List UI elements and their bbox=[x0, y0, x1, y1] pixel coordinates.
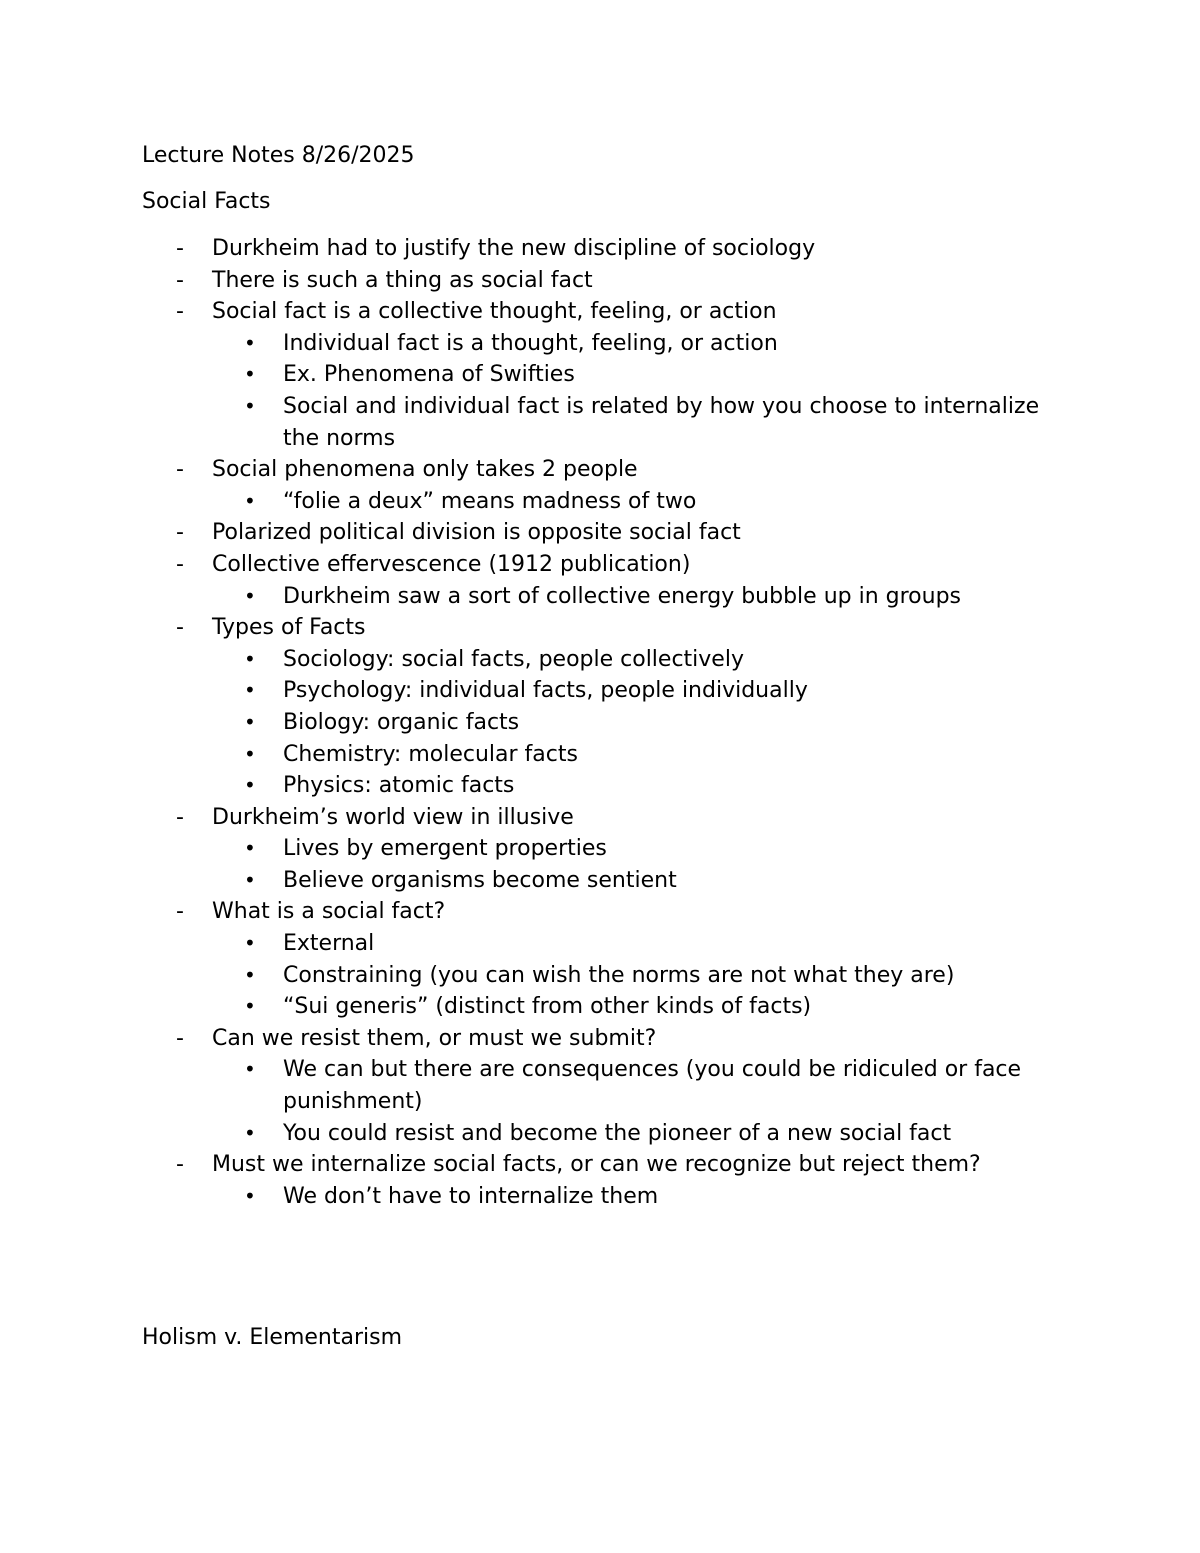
round-bullet: • bbox=[244, 1057, 256, 1082]
list-item-text: There is such a thing as social fact bbox=[212, 267, 593, 293]
list-item-text: Polarized political division is opposite social fact bbox=[212, 520, 741, 546]
sub-list-item-text: Sociology: social facts, people collectively bbox=[283, 646, 744, 672]
sub-list-item-text: Believe organisms become sentient bbox=[283, 867, 677, 893]
dash-bullet: - bbox=[176, 804, 184, 830]
round-bullet: • bbox=[244, 836, 256, 861]
list-item bbox=[0, 296, 1112, 328]
dash-bullet: - bbox=[176, 299, 184, 325]
list-item-text: Must we internalize social facts, or can we recognize but reject them? bbox=[212, 1152, 981, 1178]
list-item-text: Can we resist them, or must we submit? bbox=[212, 1025, 657, 1051]
list-item bbox=[0, 1023, 1112, 1055]
dash-bullet: - bbox=[176, 267, 184, 293]
sub-list-item-text: Social and individual fact is related by how you choose to internalize the norms bbox=[283, 393, 1040, 451]
list-item-text: Types of Facts bbox=[212, 615, 366, 641]
list-item bbox=[0, 612, 1112, 644]
round-bullet: • bbox=[244, 931, 256, 956]
list-item-text: Social fact is a collective thought, feeling, or action bbox=[212, 299, 777, 325]
list-item-text: What is a social fact? bbox=[212, 899, 446, 925]
sub-list-item-text: “folie a deux” means madness of two bbox=[283, 488, 697, 514]
dash-bullet: - bbox=[176, 520, 184, 546]
social-facts-list bbox=[0, 233, 1200, 1212]
dash-bullet: - bbox=[176, 457, 184, 483]
round-bullet: • bbox=[244, 1183, 256, 1208]
round-bullet: • bbox=[244, 583, 256, 608]
round-bullet: • bbox=[244, 994, 256, 1019]
list-item-text: Social phenomena only takes 2 people bbox=[212, 457, 638, 483]
dash-bullet: - bbox=[176, 615, 184, 641]
sub-list-item bbox=[0, 707, 1043, 739]
sub-list-item bbox=[0, 581, 1043, 613]
sub-list-item bbox=[0, 1054, 1043, 1117]
sub-list-item bbox=[0, 675, 1043, 707]
sub-list-item-text: Lives by emergent properties bbox=[283, 836, 607, 862]
list-item bbox=[0, 896, 1112, 928]
dash-bullet: - bbox=[176, 1152, 184, 1178]
sub-list-item bbox=[0, 486, 1043, 518]
round-bullet: • bbox=[244, 1120, 256, 1145]
sub-list-item bbox=[0, 833, 1043, 865]
dash-bullet: - bbox=[176, 236, 184, 261]
sub-list-item-text: We can but there are consequences (you could be ridiculed or face punishment) bbox=[283, 1057, 1022, 1115]
round-bullet: • bbox=[244, 962, 256, 987]
round-bullet: • bbox=[244, 488, 256, 513]
round-bullet: • bbox=[244, 330, 256, 355]
sub-list-item-text: We don’t have to internalize them bbox=[283, 1183, 659, 1209]
sub-list-item bbox=[0, 770, 1043, 802]
sub-list-item bbox=[0, 644, 1043, 676]
sub-list-item bbox=[0, 865, 1043, 897]
list-item bbox=[0, 265, 1112, 297]
round-bullet: • bbox=[244, 773, 256, 798]
sub-list-item bbox=[0, 1181, 1043, 1213]
list-item-text: Durkheim had to justify the new discipline of sociology bbox=[212, 236, 816, 261]
sub-list-item-text: Ex. Phenomena of Swifties bbox=[283, 362, 575, 388]
sub-list-item bbox=[0, 960, 1043, 992]
sub-list-item bbox=[0, 991, 1043, 1023]
section-heading-social-facts: Social Facts bbox=[142, 189, 271, 214]
list-item-text: Collective effervescence (1912 publication) bbox=[212, 551, 691, 577]
sub-list-item-text: Chemistry: molecular facts bbox=[283, 741, 578, 767]
sub-list-item-text: Constraining (you can wish the norms are not what they are) bbox=[283, 962, 955, 988]
sub-list-item-text: External bbox=[283, 931, 375, 957]
sub-list-item bbox=[0, 328, 1043, 360]
sub-list-item-text: Psychology: individual facts, people individually bbox=[283, 678, 808, 704]
sub-list-item bbox=[0, 359, 1043, 391]
sub-list-item-text: “Sui generis” (distinct from other kinds of facts) bbox=[283, 994, 812, 1020]
sub-list-item-text: You could resist and become the pioneer of a new social fact bbox=[283, 1120, 952, 1146]
list-item bbox=[0, 1149, 1112, 1181]
round-bullet: • bbox=[244, 867, 256, 892]
section-heading-holism: Holism v. Elementarism bbox=[142, 1325, 403, 1350]
list-item bbox=[0, 454, 1112, 486]
document-title: Lecture Notes 8/26/2025 bbox=[142, 143, 415, 168]
list-item bbox=[0, 233, 1112, 265]
round-bullet: • bbox=[244, 646, 256, 671]
sub-list-item-text: Individual fact is a thought, feeling, or action bbox=[283, 330, 778, 356]
round-bullet: • bbox=[244, 678, 256, 703]
sub-list-item-text: Durkheim saw a sort of collective energy bubble up in groups bbox=[283, 583, 962, 609]
list-item-text: Durkheim’s world view in illusive bbox=[212, 804, 574, 830]
list-item bbox=[0, 549, 1112, 581]
sub-list-item bbox=[0, 391, 1043, 454]
sub-list-item-text: Physics: atomic facts bbox=[283, 773, 515, 799]
round-bullet: • bbox=[244, 709, 256, 734]
list-item bbox=[0, 517, 1112, 549]
dash-bullet: - bbox=[176, 551, 184, 577]
list-item bbox=[0, 802, 1112, 834]
dash-bullet: - bbox=[176, 899, 184, 925]
round-bullet: • bbox=[244, 393, 256, 418]
round-bullet: • bbox=[244, 741, 256, 766]
sub-list-item bbox=[0, 1118, 1043, 1150]
round-bullet: • bbox=[244, 362, 256, 387]
dash-bullet: - bbox=[176, 1025, 184, 1051]
sub-list-item bbox=[0, 739, 1043, 771]
sub-list-item bbox=[0, 928, 1043, 960]
sub-list-item-text: Biology: organic facts bbox=[283, 709, 520, 735]
